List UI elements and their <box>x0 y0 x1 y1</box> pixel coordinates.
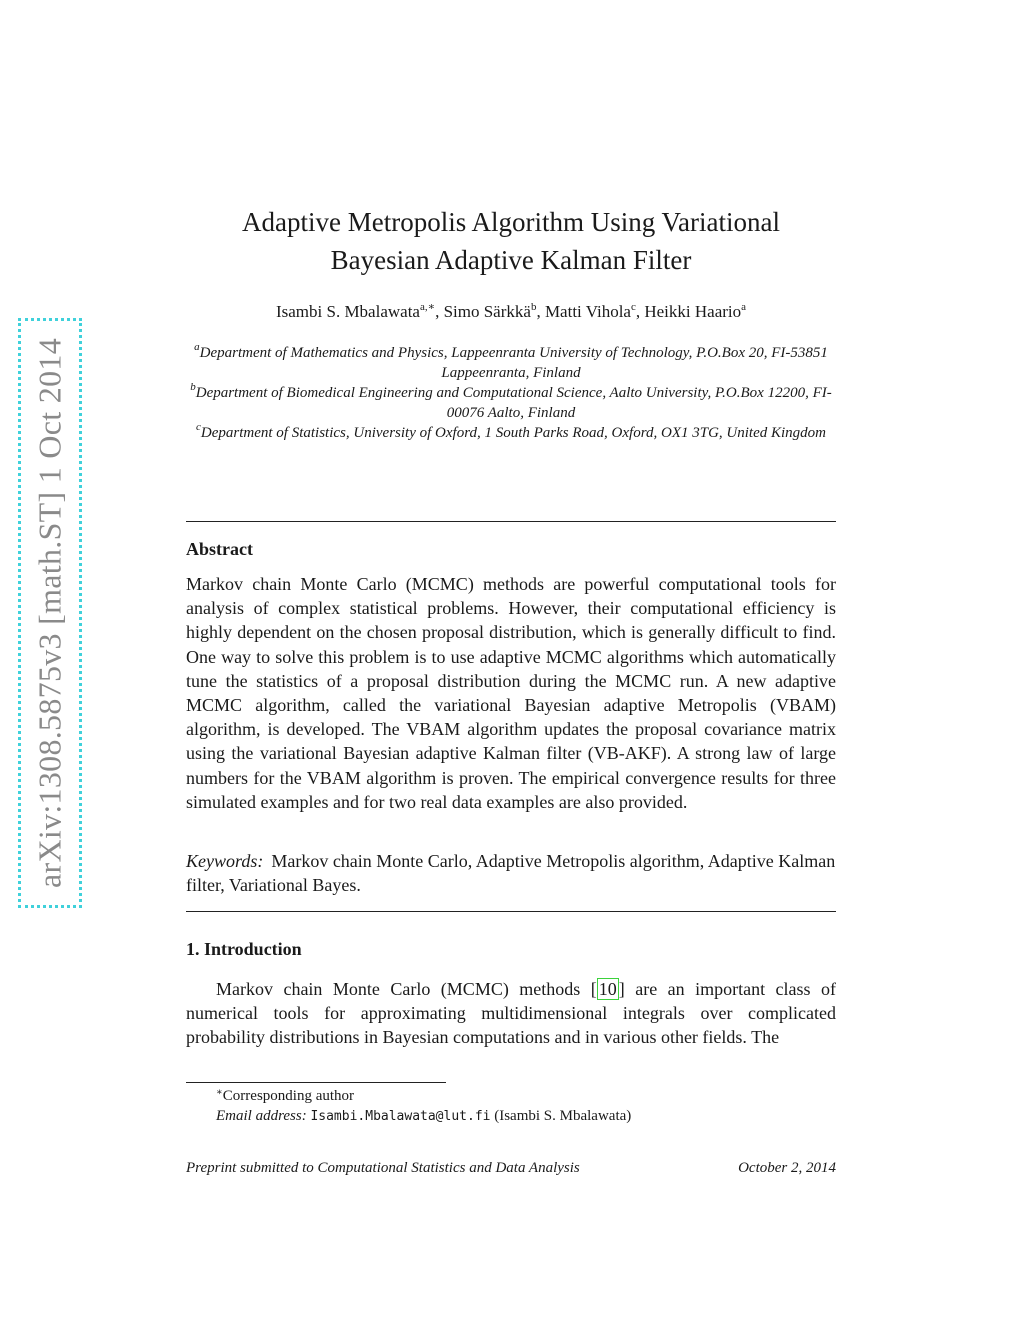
introduction-text <box>186 977 836 1050</box>
affiliation-mark: c <box>196 421 201 433</box>
keywords-text: Markov chain Monte Carlo, Adaptive Metropolis algorithm, Adaptive Kalman filter, Variational Bayes. <box>186 851 836 895</box>
affiliation-a <box>186 343 836 383</box>
title-line-1: Adaptive Metropolis Algorithm Using Variational <box>242 207 780 237</box>
intro-text-rest: ] are an important class of numerical tools for approximating multidimensional integrals over complicated probability distributions in Bayesian computations and in various other fields. The <box>186 979 836 1048</box>
author-name: Matti Vihola <box>544 302 631 321</box>
keywords <box>186 849 836 897</box>
footer-journal: Preprint submitted to Computational Statistics and Data Analysis <box>186 1160 580 1176</box>
author-list <box>186 302 836 322</box>
footnote-rule <box>186 1082 446 1083</box>
footnote-email <box>216 1108 631 1125</box>
footer-date: October 2, 2014 <box>738 1160 836 1176</box>
footnote-corresponding <box>216 1087 354 1105</box>
abstract-top-rule <box>186 521 836 522</box>
page-footer <box>186 1160 836 1177</box>
intro-text-start: Markov chain Monte Carlo (MCMC) methods [ <box>216 979 597 999</box>
affiliation-text: Department of Statistics, University of Oxford, 1 South Parks Road, Oxford, OX1 3TG, United Kingdom <box>200 425 826 441</box>
affiliation-text: Department of Biomedical Engineering and Computational Science, Aalto University, P.O.Box 12200, FI-00076 Aalto, Finland <box>195 385 832 421</box>
paper-title <box>186 203 836 279</box>
citation-link[interactable]: 10 <box>598 979 617 999</box>
email-address[interactable]: Isambi.Mbalawata@lut.fi <box>310 1109 491 1124</box>
introduction-heading: 1. Introduction <box>186 939 302 959</box>
author-mark: a,∗ <box>419 301 436 313</box>
affiliation-c <box>186 423 836 443</box>
footnote-text: Corresponding author <box>222 1088 355 1104</box>
author-name: Heikki Haario <box>644 302 742 321</box>
keywords-label: Keywords: <box>186 851 264 871</box>
author-separator: , <box>635 302 645 321</box>
affiliation-mark: a <box>194 341 200 353</box>
author-name: Isambi S. Mbalawata <box>275 302 420 321</box>
abstract-text: Markov chain Monte Carlo (MCMC) methods are powerful computational tools for analysis of complex statistical problems. However, their computational efficiency is highly dependent on the chosen proposal distribution, which is generally difficult to find. One way to solve this problem is to use adaptive MCMC algorithms which automatically tune the statistics of a proposal distribution during the MCMC run. A new adaptive MCMC algorithm, called the variational Bayesian adaptive Metropolis (VBAM) algorithm, is developed. The VBAM algorithm updates the proposal covariance matrix using the variational Bayesian adaptive Kalman filter (VB-AKF). A strong law of large numbers for the VBAM algorithm is proven. The empirical convergence results for three simulated examples and for two real data examples are also provided. <box>186 574 836 812</box>
footnote-mark: ∗ <box>216 1087 223 1098</box>
affiliation-b <box>186 383 836 423</box>
arxiv-stamp-text: arXiv:1308.5875v3 [math.ST] 1 Oct 2014 <box>31 338 68 888</box>
author-mark: b <box>530 301 537 313</box>
title-line-2: Bayesian Adaptive Kalman Filter <box>330 245 692 275</box>
author-separator: , <box>435 302 444 321</box>
affiliation-text: Department of Mathematics and Physics, Lappeenranta University of Technology, P.O.Box 20, FI-53851 Lappeenranta, Finland <box>199 345 828 381</box>
abstract-heading: Abstract <box>186 539 253 559</box>
author-mark: a <box>741 301 747 313</box>
affiliation-mark: b <box>190 381 196 393</box>
email-owner: (Isambi S. Mbalawata) <box>494 1108 632 1124</box>
abstract-bottom-rule <box>186 911 836 912</box>
arxiv-stamp[interactable] <box>18 318 82 908</box>
author-name: Simo Särkkä <box>443 302 531 321</box>
email-label: Email address: <box>216 1108 307 1124</box>
author-mark: c <box>630 301 636 313</box>
author-separator: , <box>536 302 545 321</box>
